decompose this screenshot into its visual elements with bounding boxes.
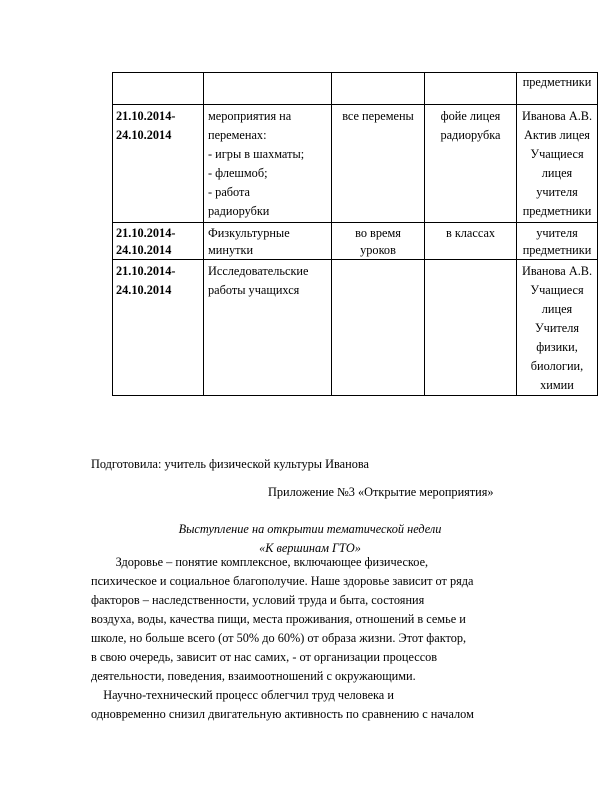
text-line: Учащиеся (530, 283, 584, 297)
activity-cell (204, 73, 332, 105)
text-line: - игры в шахматы; (208, 147, 305, 161)
table-row (113, 260, 598, 396)
text-line: деятельности, поведения, взаимоотношений с окружающими. (91, 669, 416, 683)
text-line: 24.10.2014 (116, 128, 172, 142)
date-cell (113, 105, 204, 223)
text-line: в свою очередь, зависит от нас самих, - от организации процессов (91, 650, 438, 664)
text-line: Иванова А.В. (521, 109, 593, 123)
text-line: факторов – наследственности, условий труда и быта, состояния (91, 593, 425, 607)
activity-cell (204, 223, 332, 260)
text-line: минутки (208, 243, 254, 257)
text-line: Научно-технический процесс облегчил труд человека и (91, 688, 394, 702)
text-line: радиорубка (440, 128, 501, 142)
speech-title-line: «К вершинам ГТО» (259, 541, 361, 555)
speech-body (91, 553, 521, 724)
text-line: - работа (208, 185, 251, 199)
text-line: мероприятия на (208, 109, 292, 123)
text-line: предметники (522, 243, 592, 257)
time-cell (332, 73, 425, 105)
text-line: воздуха, воды, качества пищи, места проживания, отношений в семье и (91, 612, 466, 626)
text-line: 21.10.2014- (116, 226, 176, 240)
place-cell (425, 73, 517, 105)
text-line: Здоровье – понятие комплексное, включающее физическое, (91, 555, 429, 569)
events-table (112, 72, 598, 396)
time-cell (332, 260, 425, 396)
text-line: все перемены (342, 109, 414, 123)
responsible-cell (517, 73, 598, 105)
text-line: в классах (445, 226, 496, 240)
text-line: одновременно снизил двигательную активность по сравнению с началом (91, 707, 474, 721)
appendix-heading: Приложение №3 «Открытие мероприятия» (268, 485, 494, 499)
text-line: предметники (522, 204, 592, 218)
text-line: во время (355, 226, 401, 240)
text-line: химии (540, 378, 574, 392)
table-row (113, 223, 598, 260)
text-line: Учащиеся (530, 147, 584, 161)
text-line: психическое и социальное благополучие. Наше здоровье зависит от ряда (91, 574, 474, 588)
text-line: 24.10.2014 (116, 243, 172, 257)
speech-title-line: Выступление на открытии тематической недели (178, 522, 442, 536)
text-line: учителя (536, 185, 578, 199)
text-line: Актив лицея (524, 128, 590, 142)
place-cell (425, 223, 517, 260)
activity-cell (204, 105, 332, 223)
text-line: Физкультурные (208, 226, 290, 240)
text-line: 21.10.2014- (116, 109, 176, 123)
text-line: лицея (541, 166, 573, 180)
time-cell (332, 223, 425, 260)
text-line: предметники (522, 75, 592, 89)
responsible-cell (517, 105, 598, 223)
table-row (113, 105, 598, 223)
text-line: переменах: (208, 128, 267, 142)
date-cell (113, 260, 204, 396)
text-line: 21.10.2014- (116, 264, 176, 278)
activity-cell (204, 260, 332, 396)
text-line: Исследовательские (208, 264, 309, 278)
text-line: Иванова А.В. (521, 264, 593, 278)
date-cell (113, 223, 204, 260)
time-cell (332, 105, 425, 223)
table-row (113, 73, 598, 105)
place-cell (425, 260, 517, 396)
text-line: работы учащихся (208, 283, 300, 297)
text-line: - флешмоб; (208, 166, 268, 180)
prepared-by-text: Подготовила: учитель физической культуры Иванова (91, 457, 369, 471)
text-line: физики, (536, 340, 578, 354)
place-cell (425, 105, 517, 223)
text-line: радиорубки (208, 204, 270, 218)
text-line: биологии, (530, 359, 584, 373)
text-line: уроков (360, 243, 396, 257)
responsible-cell (517, 223, 598, 260)
text-line: 24.10.2014 (116, 283, 172, 297)
text-line: учителя (536, 226, 578, 240)
text-line: лицея (541, 302, 573, 316)
responsible-cell (517, 260, 598, 396)
date-cell (113, 73, 204, 105)
text-line: фойе лицея (440, 109, 501, 123)
text-line: Учителя (534, 321, 580, 335)
text-line: школе, но больше всего (от 50% до 60%) от образа жизни. Этот фактор, (91, 631, 467, 645)
